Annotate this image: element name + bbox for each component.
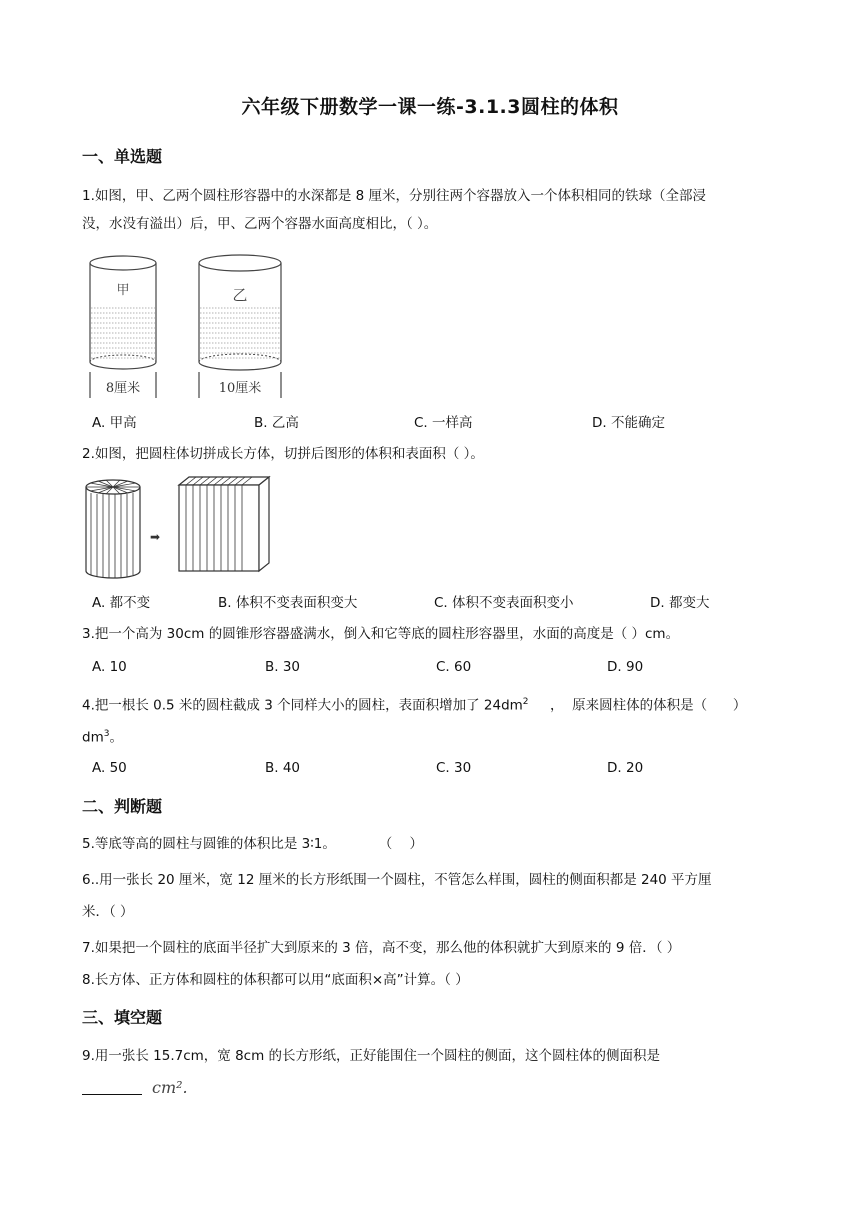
option-a[interactable]: A. 50: [92, 760, 127, 776]
question-1-line1: 1.如图，甲、乙两个圆柱形容器中的水深都是 8 厘米，分别往两个容器放入一个体积相同的铁球（全部浸: [82, 188, 707, 204]
question-1: [82, 182, 782, 238]
option-b[interactable]: B. 40: [265, 760, 301, 776]
option-b[interactable]: B. 乙高: [254, 415, 299, 431]
question-8: 8.长方体、正方体和圆柱的体积都可以用“底面积×高”计算。（ ）: [82, 972, 469, 988]
section-heading-true-false: 二、判断题: [82, 797, 163, 816]
question-2: 2.如图，把圆柱体切拼成长方体，切拼后图形的体积和表面积（ ）。: [82, 446, 484, 462]
dimension-10cm: 10厘米: [218, 381, 262, 396]
question-4-options: [92, 760, 792, 782]
answer-blank[interactable]: [82, 1080, 142, 1095]
question-6-line1: 6..用一张长 20 厘米，宽 12 厘米的长方形纸围一个圆柱，不管怎么样围，圆柱的侧面积都是 240 平方厘: [82, 872, 712, 888]
option-b[interactable]: B. 体积不变表面积变大: [218, 595, 358, 611]
question-9-line1: 9.用一张长 15.7cm，宽 8cm 的长方形纸，正好能围住一个圆柱的侧面，这个圆柱体的侧面积是: [82, 1048, 661, 1064]
question-2-options: [92, 591, 792, 613]
label-jia: 甲: [116, 283, 130, 298]
option-c[interactable]: C. 一样高: [414, 415, 473, 431]
question-1-options: [92, 411, 792, 433]
question-6: [82, 866, 782, 926]
cylinder-containers-figure: [82, 250, 292, 405]
unit-cm2: cm².: [152, 1078, 188, 1097]
question-5: 5.等底等高的圆柱与圆锥的体积比是 3∶1。 （ ）: [82, 836, 423, 852]
question-4-line1: 4.把一根长 0.5 米的圆柱截成 3 个同样大小的圆柱，表面积增加了 $24dm^2$ ， 原来圆柱体的体积是（ ）: [82, 697, 747, 714]
question-4: [82, 688, 782, 751]
cylinder-to-cuboid-figure: [82, 475, 277, 580]
question-3: 3.把一个高为 30cm 的圆锥形容器盛满水，倒入和它等底的圆柱形容器里，水面的高度是（ ）cm。: [82, 626, 680, 642]
question-6-line2: 米．（ ）: [82, 904, 134, 920]
dimension-8cm: 8厘米: [105, 381, 141, 396]
page-title: 六年级下册数学一课一练-3.1.3圆柱的体积: [241, 96, 619, 118]
question-9: [82, 1042, 782, 1103]
option-c[interactable]: C. 30: [436, 760, 472, 776]
question-3-options: [92, 659, 792, 681]
option-c[interactable]: C. 60: [436, 659, 472, 675]
option-d[interactable]: D. 不能确定: [592, 415, 665, 431]
sliced-cylinder: [86, 480, 140, 578]
option-d[interactable]: D. 20: [607, 760, 644, 776]
cylinder-yi: [199, 255, 281, 398]
cylinder-jia: [90, 256, 156, 398]
question-7: 7.如果把一个圆柱的底面半径扩大到原来的 3 倍，高不变，那么他的体积就扩大到原来的 9 倍．（ ）: [82, 940, 681, 956]
option-d[interactable]: D. 都变大: [650, 595, 710, 611]
section-heading-single-choice: 一、单选题: [82, 147, 163, 166]
question-4-line2: $dm^3$。: [82, 728, 123, 745]
label-yi: 乙: [232, 286, 248, 304]
question-9-line2: [82, 1074, 782, 1103]
option-a[interactable]: A. 都不变: [92, 595, 151, 611]
option-b[interactable]: B. 30: [265, 659, 301, 675]
section-heading-fill-blank: 三、填空题: [82, 1008, 163, 1027]
option-a[interactable]: A. 10: [92, 659, 127, 675]
option-d[interactable]: D. 90: [607, 659, 644, 675]
option-a[interactable]: A. 甲高: [92, 415, 137, 431]
question-1-line2: 没，水没有溢出）后，甲、乙两个容器水面高度相比，（ ）。: [82, 216, 438, 232]
arrow-icon: ➡: [150, 530, 161, 544]
assembled-cuboid: [179, 477, 269, 571]
option-c[interactable]: C. 体积不变表面积变小: [434, 595, 574, 611]
